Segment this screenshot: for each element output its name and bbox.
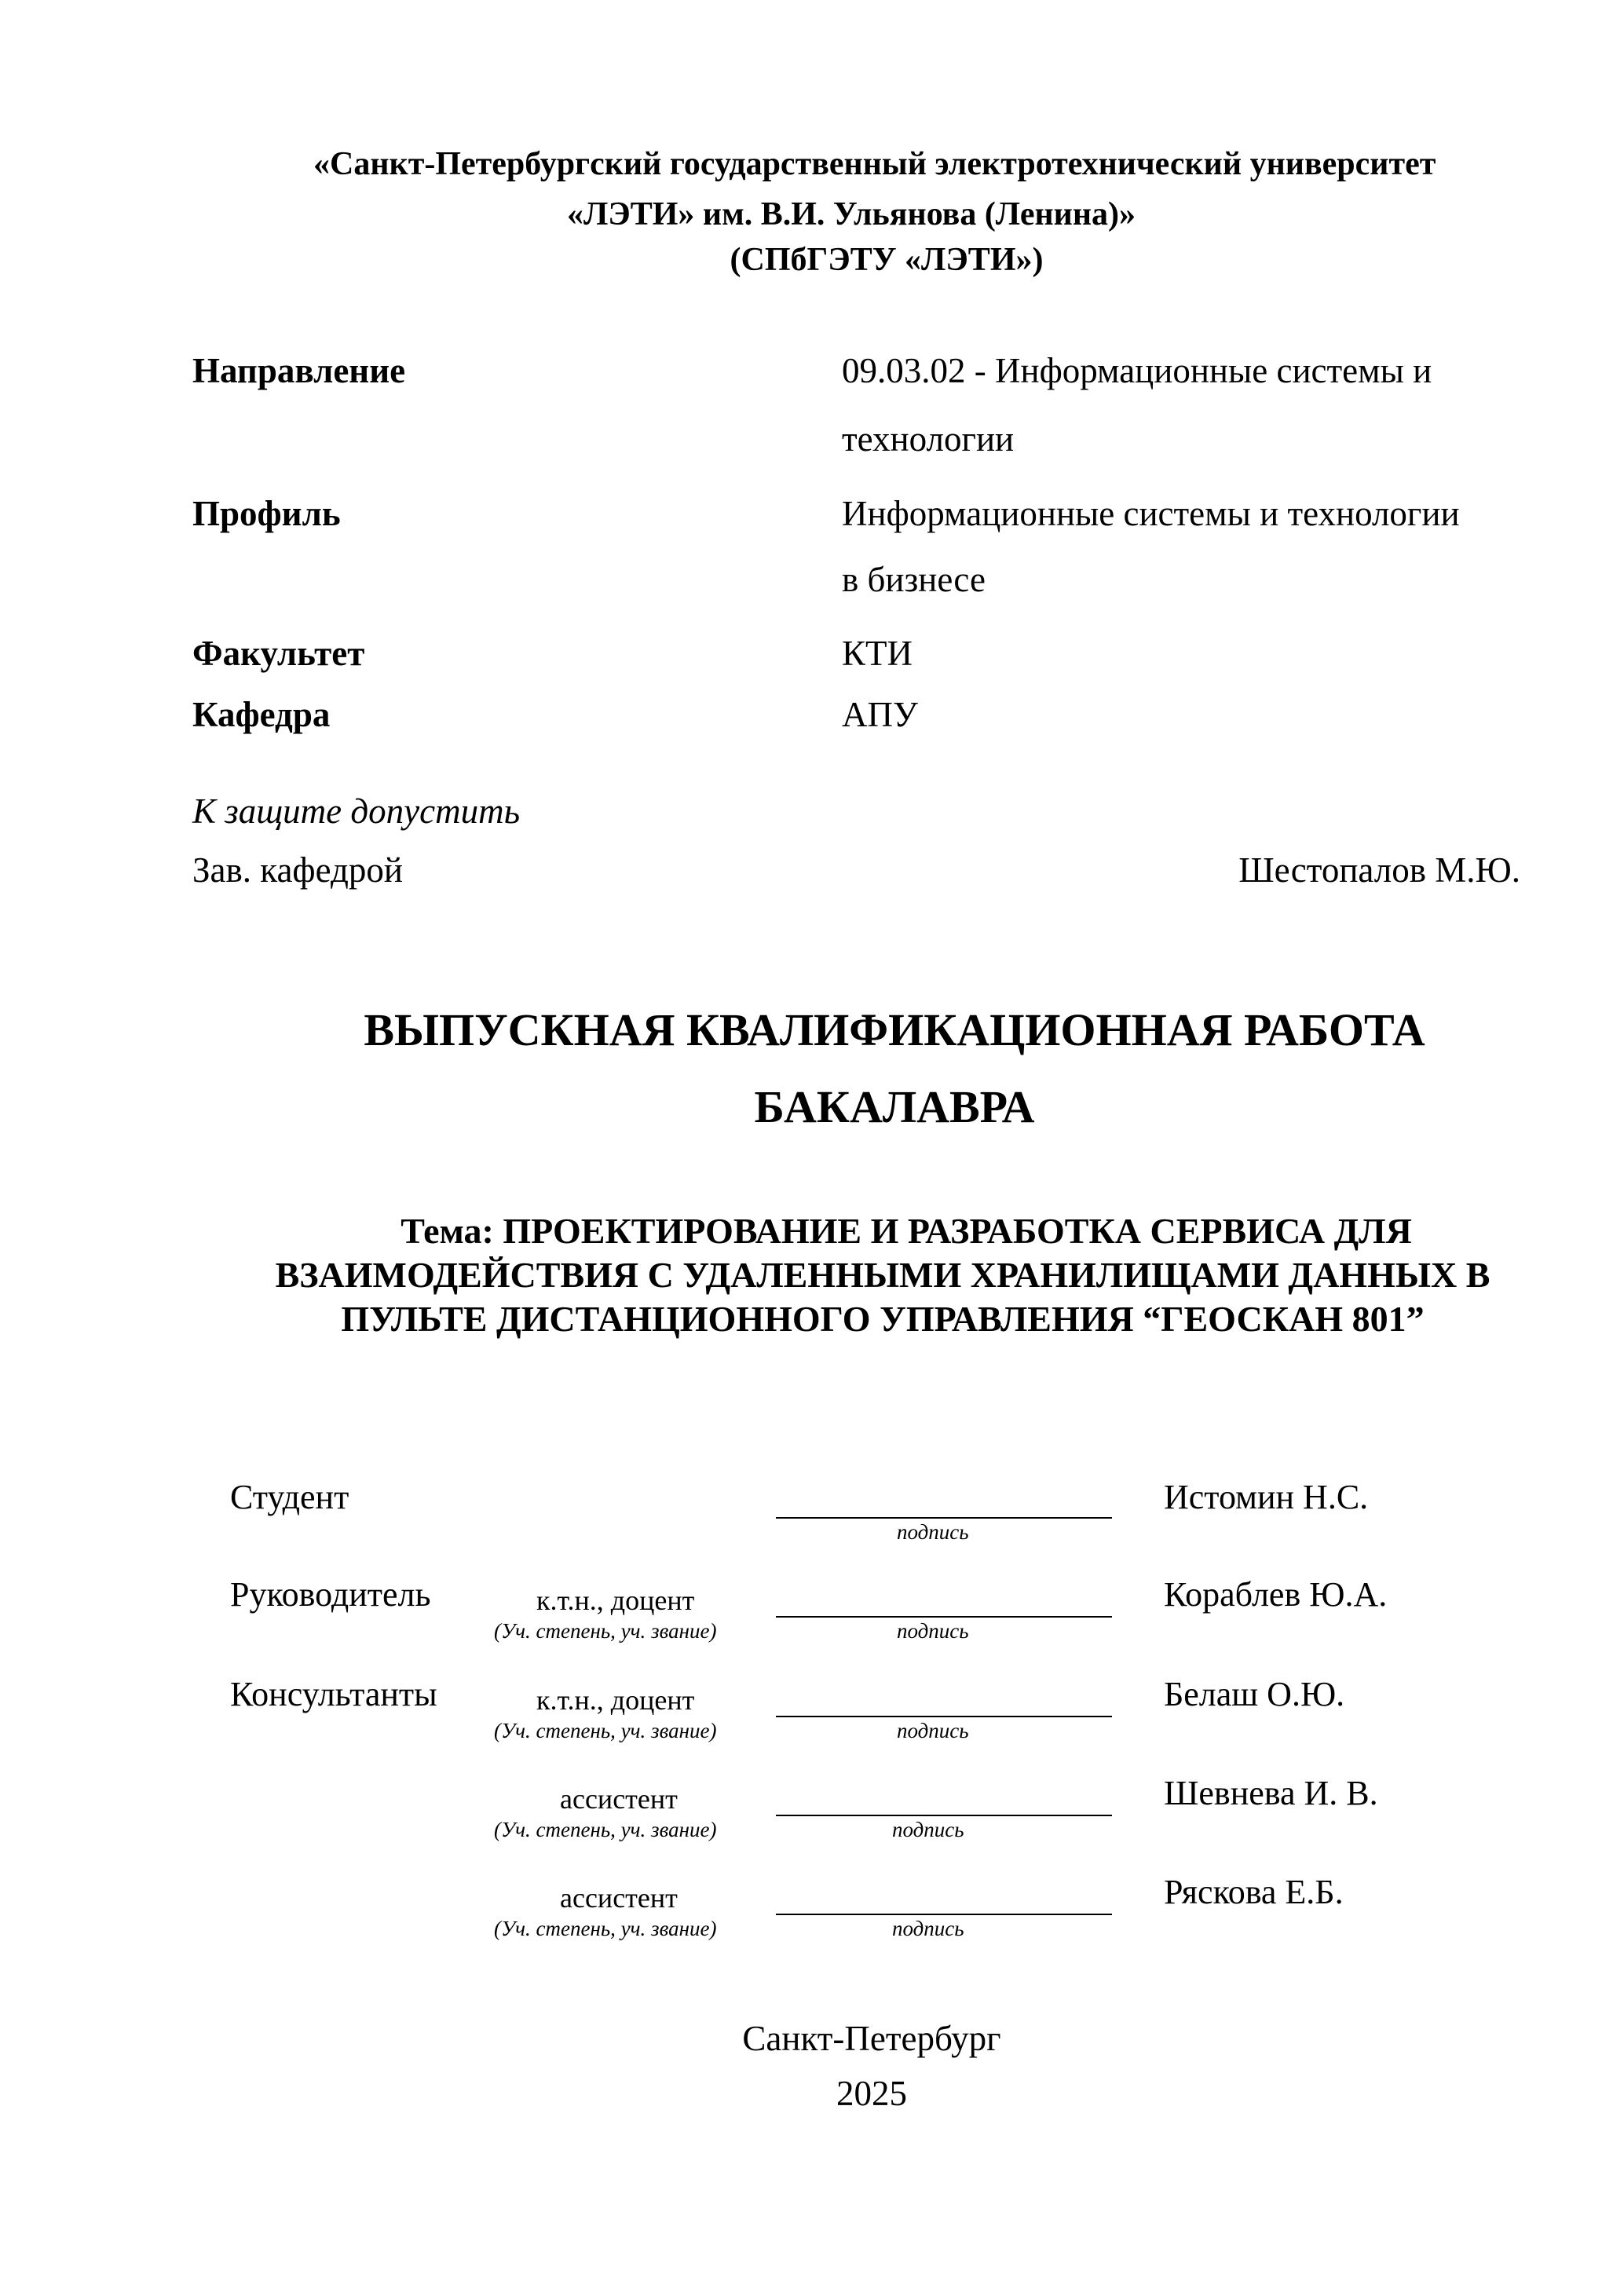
consultant1-signature-line bbox=[776, 1716, 1112, 1717]
consultant2-signature-line bbox=[776, 1815, 1112, 1816]
consultant1-degree: к.т.н., доцент bbox=[536, 1684, 695, 1716]
supervisor-role: Руководитель bbox=[230, 1575, 431, 1614]
supervisor-degree-caption: (Уч. степень, уч. звание) bbox=[494, 1619, 717, 1643]
student-role: Студент bbox=[230, 1478, 349, 1516]
topic-line1: Тема: ПРОЕКТИРОВАНИЕ И РАЗРАБОТКА СЕРВИСА ДЛЯ bbox=[401, 1211, 1412, 1251]
consultant2-degree: ассистент bbox=[560, 1783, 678, 1815]
supervisor-degree: к.т.н., доцент bbox=[536, 1585, 695, 1616]
admit-to-defense: К защите допустить bbox=[192, 792, 521, 831]
head-of-department-name: Шестопалов М.Ю. bbox=[1238, 850, 1520, 890]
university-name-line2: «ЛЭТИ» им. В.И. Ульянова (Ленина)» bbox=[566, 196, 1136, 232]
consultant2-name: Шевнева И. В. bbox=[1164, 1774, 1378, 1812]
footer-city: Санкт-Петербург bbox=[742, 2019, 1001, 2058]
profile-label: Профиль bbox=[192, 494, 341, 533]
consultants-role: Консультанты bbox=[230, 1675, 437, 1713]
consultant1-name: Белаш О.Ю. bbox=[1164, 1675, 1345, 1713]
direction-value-line1: 09.03.02 - Информационные системы и bbox=[842, 351, 1432, 390]
department-value: АПУ bbox=[842, 695, 918, 734]
head-of-department-label: Зав. кафедрой bbox=[192, 850, 403, 890]
consultant3-signature-line bbox=[776, 1914, 1112, 1915]
supervisor-signature-line bbox=[776, 1616, 1112, 1618]
topic-line2: ВЗАИМОДЕЙСТВИЯ С УДАЛЕННЫМИ ХРАНИЛИЩАМИ ДАННЫХ В bbox=[275, 1255, 1490, 1295]
student-signature-line bbox=[776, 1517, 1112, 1519]
consultant3-signature-caption: подпись bbox=[892, 1917, 964, 1940]
topic-line3: ПУЛЬТЕ ДИСТАНЦИОННОГО УПРАВЛЕНИЯ “ГЕОСКАН 801” bbox=[341, 1299, 1425, 1339]
consultant1-degree-caption: (Уч. степень, уч. звание) bbox=[494, 1719, 717, 1742]
direction-value-line2: технологии bbox=[842, 419, 1015, 459]
profile-value-line1: Информационные системы и технологии bbox=[842, 494, 1460, 533]
university-name-line1: «Санкт-Петербургский государственный электротехнический университет bbox=[313, 146, 1436, 182]
direction-label: Направление bbox=[192, 351, 406, 390]
thesis-title-line1: ВЫПУСКНАЯ КВАЛИФИКАЦИОННАЯ РАБОТА bbox=[364, 1004, 1425, 1055]
consultant3-degree: ассистент bbox=[560, 1882, 678, 1914]
faculty-value: КТИ bbox=[842, 634, 913, 673]
department-label: Кафедра bbox=[192, 695, 331, 734]
consultant1-signature-caption: подпись bbox=[897, 1719, 969, 1742]
faculty-label: Факультет bbox=[192, 634, 365, 673]
thesis-title-line2: БАКАЛАВРА bbox=[754, 1081, 1035, 1132]
consultant2-degree-caption: (Уч. степень, уч. звание) bbox=[494, 1818, 717, 1841]
university-abbreviation: (СПбГЭТУ «ЛЭТИ») bbox=[730, 242, 1044, 278]
profile-value-line2: в бизнесе bbox=[842, 560, 986, 599]
consultant2-signature-caption: подпись bbox=[892, 1818, 964, 1841]
supervisor-signature-caption: подпись bbox=[897, 1619, 969, 1643]
consultant3-name: Ряскова Е.Б. bbox=[1164, 1873, 1344, 1911]
supervisor-name: Кораблев Ю.А. bbox=[1164, 1575, 1388, 1614]
consultant3-degree-caption: (Уч. степень, уч. звание) bbox=[494, 1917, 717, 1940]
student-signature-caption: подпись bbox=[897, 1520, 969, 1544]
student-name: Истомин Н.С. bbox=[1164, 1478, 1369, 1516]
footer-year: 2025 bbox=[836, 2074, 907, 2113]
